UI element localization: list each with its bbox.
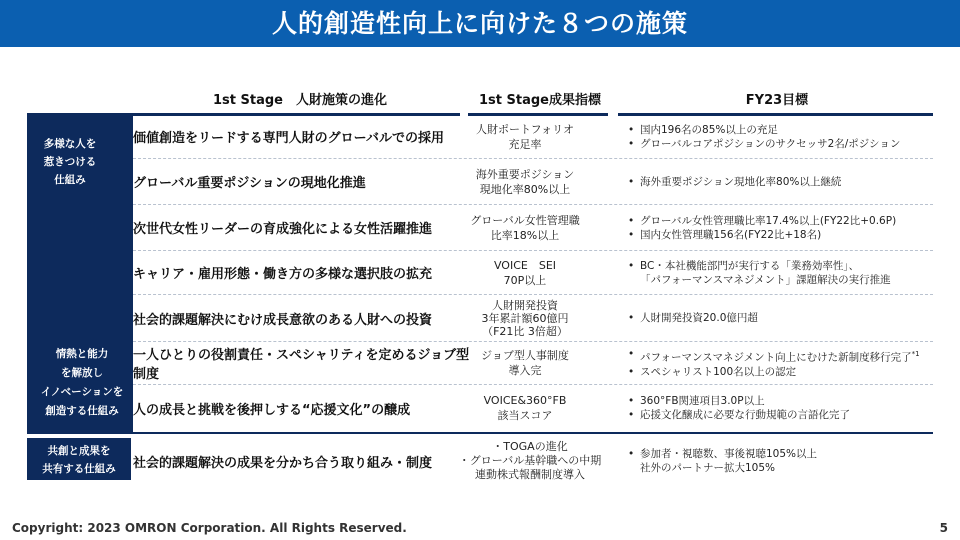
measure-name: 次世代女性リーダーの育成強化による女性活躍推進 <box>133 222 433 237</box>
indicator-line: ・TOGAの進化 <box>492 440 568 453</box>
target-cell <box>628 205 938 250</box>
indicator-line: ジョブ型人事制度 <box>481 349 569 362</box>
section-separator <box>27 432 933 434</box>
indicator-cell <box>455 385 595 431</box>
indicator-line: 連動株式報酬制度導入 <box>475 468 585 481</box>
measure-name: キャリア・雇用形態・働き方の多様な選択肢の拡充 <box>133 267 433 282</box>
indicator-cell <box>455 295 595 341</box>
target-item: • 参加者・視聴数、事後視聴105%以上 <box>628 447 938 461</box>
indicator-cell <box>455 251 595 294</box>
measure-name: 社会的課題解決にむけ成長意欲のある人財への投資 <box>133 312 433 328</box>
target-cell <box>628 385 938 431</box>
category-cocreation <box>27 442 131 478</box>
target-item: • BC・本社機能部門が実行する「業務効率性」、 <box>628 259 938 273</box>
indicator-cell <box>455 436 605 486</box>
indicator-cell <box>455 342 595 384</box>
page-number: 5 <box>939 521 948 535</box>
measure-name: 価値創造をリードする専門人財のグローバルでの採用 <box>133 131 444 146</box>
table-row <box>133 115 933 158</box>
indicator-line: 充足率 <box>508 137 542 151</box>
indicator-line: 現地化率80%以上 <box>479 182 571 196</box>
target-item: • スペシャリスト100名以上の認定 <box>628 365 938 379</box>
category-line: 惹きつける <box>43 156 97 168</box>
target-item: 社外のパートナー拡大105% <box>640 462 776 474</box>
target-item: • 海外重要ポジション現地化率80%以上継続 <box>628 175 938 189</box>
indicator-cell <box>455 159 595 204</box>
indicator-line: 導入完 <box>508 364 542 377</box>
category-line: 仕組み <box>54 174 86 186</box>
indicator-line: 70P以上 <box>503 273 547 287</box>
page-title: 人的創造性向上に向けた８つの施策 <box>271 9 688 38</box>
column-header-indicator: 1st Stage成果指標 <box>479 93 601 108</box>
column-header-target: FY23目標 <box>745 93 809 108</box>
target-cell <box>628 295 938 341</box>
target-cell <box>628 115 938 158</box>
category-line: 情熱と能力 <box>55 348 109 360</box>
measure-name: 一人ひとりの役割責任・スペシャリティを定めるジョブ型制度 <box>133 348 470 382</box>
indicator-cell <box>455 115 595 158</box>
category-line: を解放し <box>61 367 103 379</box>
indicator-line: VOICE SEI <box>493 258 557 272</box>
target-item: • 国内女性管理職156名(FY22比+18名) <box>628 228 938 242</box>
indicator-line: ・グローバル基幹職への中期 <box>458 454 602 467</box>
category-innovation <box>32 345 132 421</box>
category-diverse <box>30 135 110 189</box>
target-item: • 応援文化醸成に必要な行動規範の言語化完了 <box>628 408 938 422</box>
category-line: 共有する仕組み <box>42 463 116 475</box>
table-row <box>133 205 933 250</box>
target-text: パフォーマンスマネジメント向上にむけた新制度移行完了 <box>640 351 912 364</box>
target-item: 「パフォーマンスマネジメント」課題解決の実行推進 <box>640 273 891 286</box>
table-row <box>133 436 933 486</box>
title-banner <box>0 0 960 47</box>
target-cell <box>628 251 938 294</box>
indicator-line: 海外重要ポジション <box>475 167 575 181</box>
target-item <box>628 347 938 365</box>
table-row <box>133 295 933 341</box>
target-item: • グローバル女性管理職比率17.4%以上(FY22比+0.6P) <box>628 214 938 228</box>
target-item: • 国内196名の85%以上の充足 <box>628 123 938 137</box>
category-line: イノベーションを <box>40 386 124 398</box>
table-row <box>133 251 933 294</box>
category-line: 創造する仕組み <box>45 405 119 417</box>
target-item: • 人財開発投資20.0億円超 <box>628 311 938 325</box>
target-item: • 360°FB関連項目3.0P以上 <box>628 394 938 408</box>
indicator-line: VOICE&360°FB <box>483 394 567 407</box>
indicator-cell <box>455 205 595 250</box>
indicator-line: グローバル女性管理職 <box>470 213 580 227</box>
target-item: • グローバルコアポジションのサクセッサ2名/ポジション <box>628 137 938 151</box>
table-row <box>133 159 933 204</box>
indicator-line: 比率18%以上 <box>490 228 560 242</box>
indicator-line: 人財開発投資 <box>492 298 558 312</box>
indicator-line: 人財ポートフォリオ <box>475 122 574 136</box>
category-line: 多様な人を <box>43 138 97 150</box>
measure-name: グローバル重要ポジションの現地化推進 <box>133 176 366 191</box>
target-cell <box>628 436 938 486</box>
category-line: 共創と成果を <box>47 445 111 457</box>
indicator-line: 該当スコア <box>497 409 553 422</box>
measure-name: 社会的課題解決の成果を分かち合う取り組み・制度 <box>133 455 433 471</box>
table-row <box>133 342 933 384</box>
measure-name: 人の成長と挑戦を後押しする“応援文化”の醸成 <box>133 402 411 418</box>
column-header-stage: 1st Stage 人財施策の進化 <box>213 93 387 108</box>
indicator-line: （F21比 3倍超） <box>482 324 568 338</box>
indicator-line: 3年累計額60億円 <box>481 311 569 325</box>
target-cell <box>628 159 938 204</box>
target-cell <box>628 342 938 384</box>
table-row <box>133 385 933 431</box>
footnote-marker: *1 <box>911 350 920 359</box>
copyright-footer: Copyright: 2023 OMRON Corporation. All Rights Reserved. <box>12 521 407 535</box>
